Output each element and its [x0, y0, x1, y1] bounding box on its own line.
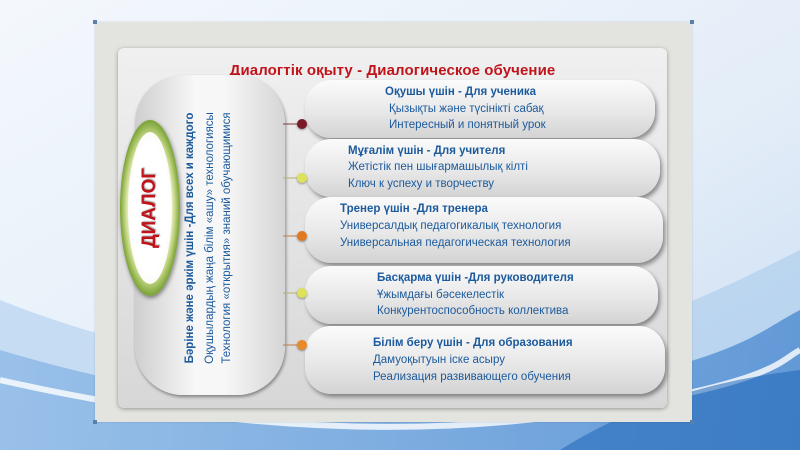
item-line-1: Универсалдық педагогикалық технология [340, 220, 562, 232]
item-line-1: Дамуоқытуын іске асыру [373, 354, 505, 366]
item-line-2: Ключ к успеху и творчеству [348, 178, 495, 190]
item-box-teacher [305, 139, 660, 197]
diagram-title: Диалогтік оқыту - Диалогическое обучение [229, 62, 556, 79]
item-box-education [305, 326, 665, 394]
item-heading: Басқарма үшін -Для руководителя [377, 272, 574, 284]
item-dot-manager [297, 288, 307, 298]
item-heading: Білім беру үшін - Для образования [373, 337, 573, 349]
vertical-line-2: Оқушылардың жаңа білім «ашу» технологиясы [204, 112, 216, 364]
item-heading: Тренер үшін -Для тренера [340, 203, 488, 215]
item-box-pupil [305, 80, 655, 138]
item-box-manager [305, 266, 658, 324]
item-dot-teacher [297, 173, 307, 183]
item-line-2: Реализация развивающего обучения [373, 371, 571, 383]
center-label-text: ДИАЛОГ [139, 167, 160, 249]
item-dot-education [297, 340, 307, 350]
item-line-2: Конкурентоспособность коллектива [377, 305, 569, 317]
item-heading: Мұғалім үшін - Для учителя [348, 145, 506, 157]
item-box-trainer [305, 197, 663, 263]
item-line-2: Универсальная педагогическая технология [340, 237, 571, 249]
item-line-1: Қызықты және түсінікті сабақ [389, 103, 544, 115]
item-line-2: Интересный и понятный урок [389, 119, 546, 131]
vertical-line-1: Бәріне және әркім үшін -Для всех и каждого [184, 112, 196, 364]
item-line-1: Жетістік пен шығармашылық кілті [348, 161, 528, 173]
item-dot-pupil [297, 119, 307, 129]
item-heading: Оқушы үшін - Для ученика [385, 86, 537, 98]
item-line-1: Ұжымдағы бәсекелестік [377, 289, 505, 301]
vertical-line-3: Технология «открытия» знаний обучающимися [221, 112, 233, 364]
item-dot-trainer [297, 231, 307, 241]
